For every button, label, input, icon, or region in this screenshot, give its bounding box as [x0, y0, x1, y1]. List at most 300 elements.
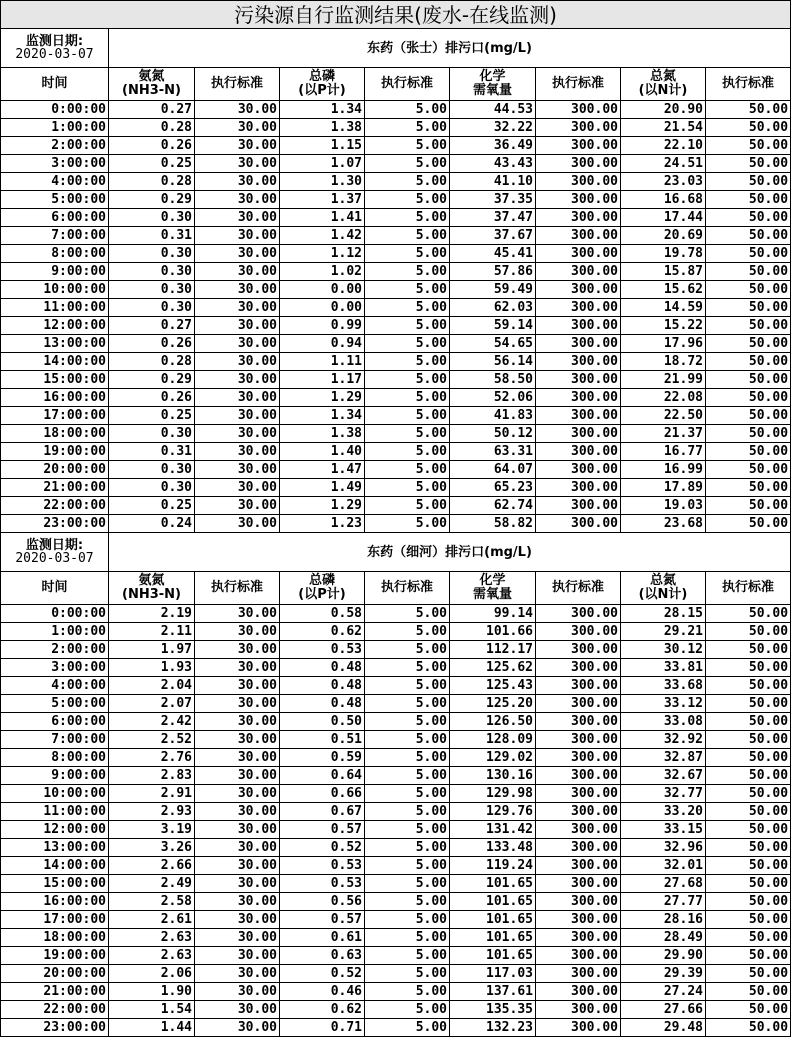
column-header: 执行标准 [365, 68, 450, 101]
value-cell: 5.00 [365, 839, 450, 857]
value-cell: 5.00 [365, 911, 450, 929]
value-cell: 33.15 [621, 821, 706, 839]
value-cell: 30.00 [195, 443, 280, 461]
value-cell: 63.31 [450, 443, 536, 461]
table-row [1, 1001, 791, 1019]
value-cell: 300.00 [536, 263, 621, 281]
value-cell: 0.30 [109, 281, 195, 299]
value-cell: 21.37 [621, 425, 706, 443]
value-cell: 16.68 [621, 191, 706, 209]
value-cell: 126.50 [450, 713, 536, 731]
monitoring-date-label: 监测日期: [25, 34, 84, 49]
table-row [1, 173, 791, 191]
column-header: 总氮 (以N计) [621, 68, 706, 101]
value-cell: 50.00 [706, 839, 791, 857]
time-cell: 7:00:00 [1, 227, 109, 245]
time-cell: 8:00:00 [1, 749, 109, 767]
value-cell: 5.00 [365, 335, 450, 353]
value-cell: 300.00 [536, 497, 621, 515]
value-cell: 50.00 [706, 137, 791, 155]
value-cell: 0.94 [280, 335, 365, 353]
value-cell: 300.00 [536, 173, 621, 191]
value-cell: 19.78 [621, 245, 706, 263]
value-cell: 44.53 [450, 101, 536, 119]
value-cell: 0.63 [280, 947, 365, 965]
value-cell: 0.30 [109, 263, 195, 281]
value-cell: 50.00 [706, 731, 791, 749]
value-cell: 300.00 [536, 155, 621, 173]
value-cell: 1.11 [280, 353, 365, 371]
value-cell: 5.00 [365, 1001, 450, 1019]
value-cell: 50.00 [706, 299, 791, 317]
table-row [1, 119, 791, 137]
value-cell: 30.00 [195, 623, 280, 641]
value-cell: 135.35 [450, 1001, 536, 1019]
table-row [1, 101, 791, 119]
value-cell: 30.00 [195, 803, 280, 821]
value-cell: 125.20 [450, 695, 536, 713]
value-cell: 32.96 [621, 839, 706, 857]
value-cell: 62.03 [450, 299, 536, 317]
value-cell: 29.39 [621, 965, 706, 983]
value-cell: 50.00 [706, 191, 791, 209]
value-cell: 300.00 [536, 407, 621, 425]
value-cell: 0.53 [280, 875, 365, 893]
value-cell: 5.00 [365, 389, 450, 407]
time-cell: 8:00:00 [1, 245, 109, 263]
value-cell: 30.00 [195, 461, 280, 479]
time-cell: 22:00:00 [1, 497, 109, 515]
value-cell: 1.23 [280, 515, 365, 533]
value-cell: 1.40 [280, 443, 365, 461]
value-cell: 50.00 [706, 371, 791, 389]
outlet-name: 东药（张士）排污口(mg/L) [109, 29, 791, 68]
time-cell: 1:00:00 [1, 119, 109, 137]
table-row [1, 209, 791, 227]
value-cell: 30.00 [195, 677, 280, 695]
value-cell: 30.00 [195, 875, 280, 893]
value-cell: 5.00 [365, 659, 450, 677]
value-cell: 1.93 [109, 659, 195, 677]
value-cell: 30.00 [195, 983, 280, 1001]
value-cell: 27.24 [621, 983, 706, 1001]
value-cell: 5.00 [365, 731, 450, 749]
value-cell: 33.20 [621, 803, 706, 821]
value-cell: 300.00 [536, 785, 621, 803]
value-cell: 30.00 [195, 245, 280, 263]
column-header: 总磷 (以P计) [280, 68, 365, 101]
value-cell: 30.00 [195, 515, 280, 533]
value-cell: 0.57 [280, 911, 365, 929]
value-cell: 0.51 [280, 731, 365, 749]
time-cell: 5:00:00 [1, 695, 109, 713]
value-cell: 21.99 [621, 371, 706, 389]
value-cell: 30.00 [195, 749, 280, 767]
value-cell: 30.00 [195, 497, 280, 515]
table-row [1, 389, 791, 407]
value-cell: 59.14 [450, 317, 536, 335]
value-cell: 300.00 [536, 443, 621, 461]
value-cell: 0.67 [280, 803, 365, 821]
value-cell: 28.49 [621, 929, 706, 947]
column-header: 时间 [1, 572, 109, 605]
value-cell: 30.00 [195, 767, 280, 785]
table-row [1, 695, 791, 713]
time-cell: 22:00:00 [1, 1001, 109, 1019]
value-cell: 30.00 [195, 263, 280, 281]
time-cell: 2:00:00 [1, 641, 109, 659]
value-cell: 50.00 [706, 947, 791, 965]
value-cell: 50.00 [706, 749, 791, 767]
value-cell: 50.00 [706, 875, 791, 893]
value-cell: 300.00 [536, 389, 621, 407]
value-cell: 300.00 [536, 911, 621, 929]
value-cell: 1.42 [280, 227, 365, 245]
value-cell: 300.00 [536, 605, 621, 623]
value-cell: 30.00 [195, 1001, 280, 1019]
value-cell: 2.66 [109, 857, 195, 875]
value-cell: 0.53 [280, 857, 365, 875]
value-cell: 5.00 [365, 137, 450, 155]
value-cell: 32.67 [621, 767, 706, 785]
value-cell: 37.47 [450, 209, 536, 227]
value-cell: 0.62 [280, 623, 365, 641]
value-cell: 30.00 [195, 695, 280, 713]
time-cell: 15:00:00 [1, 875, 109, 893]
value-cell: 300.00 [536, 209, 621, 227]
value-cell: 2.58 [109, 893, 195, 911]
value-cell: 300.00 [536, 677, 621, 695]
table-row [1, 461, 791, 479]
time-cell: 0:00:00 [1, 101, 109, 119]
value-cell: 30.00 [195, 947, 280, 965]
value-cell: 54.65 [450, 335, 536, 353]
time-cell: 23:00:00 [1, 1019, 109, 1037]
value-cell: 5.00 [365, 713, 450, 731]
value-cell: 62.74 [450, 497, 536, 515]
value-cell: 128.09 [450, 731, 536, 749]
value-cell: 0.27 [109, 101, 195, 119]
value-cell: 101.65 [450, 947, 536, 965]
value-cell: 0.58 [280, 605, 365, 623]
column-header: 氨氮 (NH3-N) [109, 68, 195, 101]
time-cell: 13:00:00 [1, 839, 109, 857]
value-cell: 0.27 [109, 317, 195, 335]
value-cell: 50.00 [706, 155, 791, 173]
time-cell: 20:00:00 [1, 461, 109, 479]
value-cell: 50.00 [706, 515, 791, 533]
value-cell: 300.00 [536, 245, 621, 263]
value-cell: 300.00 [536, 299, 621, 317]
value-cell: 112.17 [450, 641, 536, 659]
value-cell: 5.00 [365, 677, 450, 695]
table-row [1, 191, 791, 209]
value-cell: 41.10 [450, 173, 536, 191]
column-header: 执行标准 [706, 68, 791, 101]
value-cell: 15.87 [621, 263, 706, 281]
value-cell: 300.00 [536, 101, 621, 119]
value-cell: 29.21 [621, 623, 706, 641]
value-cell: 2.04 [109, 677, 195, 695]
table-row [1, 677, 791, 695]
value-cell: 33.08 [621, 713, 706, 731]
monitoring-date-label: 监测日期: [25, 538, 84, 553]
value-cell: 50.00 [706, 245, 791, 263]
value-cell: 30.00 [195, 929, 280, 947]
table-row [1, 911, 791, 929]
value-cell: 2.93 [109, 803, 195, 821]
value-cell: 125.62 [450, 659, 536, 677]
value-cell: 5.00 [365, 245, 450, 263]
value-cell: 36.49 [450, 137, 536, 155]
value-cell: 300.00 [536, 1019, 621, 1037]
table-row [1, 731, 791, 749]
value-cell: 50.00 [706, 911, 791, 929]
value-cell: 50.00 [706, 857, 791, 875]
value-cell: 5.00 [365, 317, 450, 335]
value-cell: 5.00 [365, 443, 450, 461]
value-cell: 0.52 [280, 839, 365, 857]
value-cell: 50.00 [706, 497, 791, 515]
value-cell: 129.02 [450, 749, 536, 767]
table-row [1, 623, 791, 641]
value-cell: 300.00 [536, 137, 621, 155]
value-cell: 2.42 [109, 713, 195, 731]
value-cell: 30.00 [195, 155, 280, 173]
monitoring-date-value: 2020-03-07 [15, 47, 94, 62]
value-cell: 0.29 [109, 371, 195, 389]
time-cell: 6:00:00 [1, 209, 109, 227]
time-cell: 1:00:00 [1, 623, 109, 641]
time-cell: 6:00:00 [1, 713, 109, 731]
table-row [1, 893, 791, 911]
value-cell: 1.97 [109, 641, 195, 659]
value-cell: 300.00 [536, 947, 621, 965]
monitoring-date [1, 29, 109, 68]
value-cell: 5.00 [365, 497, 450, 515]
value-cell: 300.00 [536, 317, 621, 335]
value-cell: 5.00 [365, 227, 450, 245]
value-cell: 0.30 [109, 479, 195, 497]
value-cell: 1.44 [109, 1019, 195, 1037]
value-cell: 0.46 [280, 983, 365, 1001]
value-cell: 300.00 [536, 119, 621, 137]
value-cell: 2.07 [109, 695, 195, 713]
value-cell: 50.00 [706, 101, 791, 119]
value-cell: 5.00 [365, 875, 450, 893]
value-cell: 50.00 [706, 263, 791, 281]
value-cell: 2.11 [109, 623, 195, 641]
value-cell: 300.00 [536, 857, 621, 875]
value-cell: 37.35 [450, 191, 536, 209]
value-cell: 0.53 [280, 641, 365, 659]
value-cell: 300.00 [536, 623, 621, 641]
value-cell: 30.00 [195, 371, 280, 389]
value-cell: 5.00 [365, 803, 450, 821]
value-cell: 125.43 [450, 677, 536, 695]
value-cell: 2.63 [109, 947, 195, 965]
value-cell: 5.00 [365, 173, 450, 191]
value-cell: 0.25 [109, 497, 195, 515]
value-cell: 5.00 [365, 407, 450, 425]
time-cell: 4:00:00 [1, 677, 109, 695]
value-cell: 37.67 [450, 227, 536, 245]
value-cell: 2.91 [109, 785, 195, 803]
value-cell: 30.00 [195, 425, 280, 443]
value-cell: 22.08 [621, 389, 706, 407]
value-cell: 28.15 [621, 605, 706, 623]
table-row [1, 479, 791, 497]
value-cell: 129.98 [450, 785, 536, 803]
value-cell: 23.68 [621, 515, 706, 533]
value-cell: 50.00 [706, 317, 791, 335]
value-cell: 5.00 [365, 299, 450, 317]
time-cell: 2:00:00 [1, 137, 109, 155]
value-cell: 1.49 [280, 479, 365, 497]
value-cell: 1.90 [109, 983, 195, 1001]
value-cell: 50.00 [706, 389, 791, 407]
time-cell: 5:00:00 [1, 191, 109, 209]
time-cell: 10:00:00 [1, 785, 109, 803]
value-cell: 50.00 [706, 209, 791, 227]
value-cell: 30.12 [621, 641, 706, 659]
table-row [1, 137, 791, 155]
value-cell: 1.34 [280, 407, 365, 425]
table-row [1, 965, 791, 983]
value-cell: 30.00 [195, 893, 280, 911]
value-cell: 1.29 [280, 497, 365, 515]
value-cell: 18.72 [621, 353, 706, 371]
value-cell: 33.12 [621, 695, 706, 713]
value-cell: 0.31 [109, 227, 195, 245]
value-cell: 29.90 [621, 947, 706, 965]
value-cell: 99.14 [450, 605, 536, 623]
value-cell: 300.00 [536, 749, 621, 767]
table-row [1, 857, 791, 875]
table-row [1, 875, 791, 893]
value-cell: 5.00 [365, 821, 450, 839]
time-cell: 17:00:00 [1, 407, 109, 425]
value-cell: 300.00 [536, 353, 621, 371]
value-cell: 133.48 [450, 839, 536, 857]
value-cell: 300.00 [536, 821, 621, 839]
value-cell: 0.28 [109, 119, 195, 137]
table-row [1, 335, 791, 353]
value-cell: 0.71 [280, 1019, 365, 1037]
time-cell: 19:00:00 [1, 947, 109, 965]
table-row [1, 497, 791, 515]
value-cell: 0.28 [109, 173, 195, 191]
value-cell: 5.00 [365, 857, 450, 875]
column-header: 执行标准 [706, 572, 791, 605]
time-cell: 14:00:00 [1, 857, 109, 875]
value-cell: 20.69 [621, 227, 706, 245]
value-cell: 1.47 [280, 461, 365, 479]
value-cell: 1.30 [280, 173, 365, 191]
value-cell: 1.38 [280, 425, 365, 443]
value-cell: 0.30 [109, 209, 195, 227]
time-cell: 10:00:00 [1, 281, 109, 299]
value-cell: 0.00 [280, 281, 365, 299]
value-cell: 50.00 [706, 353, 791, 371]
value-cell: 0.26 [109, 335, 195, 353]
column-header: 时间 [1, 68, 109, 101]
value-cell: 15.22 [621, 317, 706, 335]
value-cell: 5.00 [365, 371, 450, 389]
table-row [1, 263, 791, 281]
table-row [1, 605, 791, 623]
time-cell: 0:00:00 [1, 605, 109, 623]
value-cell: 5.00 [365, 461, 450, 479]
value-cell: 5.00 [365, 101, 450, 119]
value-cell: 57.86 [450, 263, 536, 281]
column-header: 总氮 (以N计) [621, 572, 706, 605]
value-cell: 0.24 [109, 515, 195, 533]
value-cell: 0.25 [109, 155, 195, 173]
value-cell: 30.00 [195, 353, 280, 371]
value-cell: 50.00 [706, 443, 791, 461]
value-cell: 1.29 [280, 389, 365, 407]
value-cell: 32.87 [621, 749, 706, 767]
value-cell: 300.00 [536, 227, 621, 245]
value-cell: 300.00 [536, 875, 621, 893]
value-cell: 50.00 [706, 641, 791, 659]
value-cell: 5.00 [365, 119, 450, 137]
time-cell: 12:00:00 [1, 317, 109, 335]
time-cell: 17:00:00 [1, 911, 109, 929]
value-cell: 30.00 [195, 1019, 280, 1037]
value-cell: 30.00 [195, 119, 280, 137]
value-cell: 0.66 [280, 785, 365, 803]
value-cell: 300.00 [536, 983, 621, 1001]
value-cell: 50.00 [706, 173, 791, 191]
value-cell: 300.00 [536, 965, 621, 983]
value-cell: 5.00 [365, 479, 450, 497]
time-cell: 23:00:00 [1, 515, 109, 533]
value-cell: 33.68 [621, 677, 706, 695]
report-title: 污染源自行监测结果(废水-在线监测) [1, 1, 791, 29]
value-cell: 30.00 [195, 281, 280, 299]
time-cell: 21:00:00 [1, 983, 109, 1001]
table-row [1, 839, 791, 857]
value-cell: 5.00 [365, 695, 450, 713]
value-cell: 1.07 [280, 155, 365, 173]
time-cell: 9:00:00 [1, 767, 109, 785]
table-row [1, 1019, 791, 1037]
value-cell: 0.56 [280, 893, 365, 911]
value-cell: 30.00 [195, 209, 280, 227]
table-row [1, 659, 791, 677]
value-cell: 5.00 [365, 209, 450, 227]
value-cell: 0.29 [109, 191, 195, 209]
column-header: 化学 需氧量 [450, 68, 536, 101]
table-row [1, 299, 791, 317]
value-cell: 137.61 [450, 983, 536, 1001]
value-cell: 19.03 [621, 497, 706, 515]
value-cell: 1.41 [280, 209, 365, 227]
value-cell: 28.16 [621, 911, 706, 929]
value-cell: 32.77 [621, 785, 706, 803]
value-cell: 50.00 [706, 281, 791, 299]
value-cell: 23.03 [621, 173, 706, 191]
time-cell: 9:00:00 [1, 263, 109, 281]
value-cell: 1.12 [280, 245, 365, 263]
time-cell: 18:00:00 [1, 929, 109, 947]
value-cell: 30.00 [195, 839, 280, 857]
table-row [1, 443, 791, 461]
value-cell: 300.00 [536, 335, 621, 353]
time-cell: 19:00:00 [1, 443, 109, 461]
